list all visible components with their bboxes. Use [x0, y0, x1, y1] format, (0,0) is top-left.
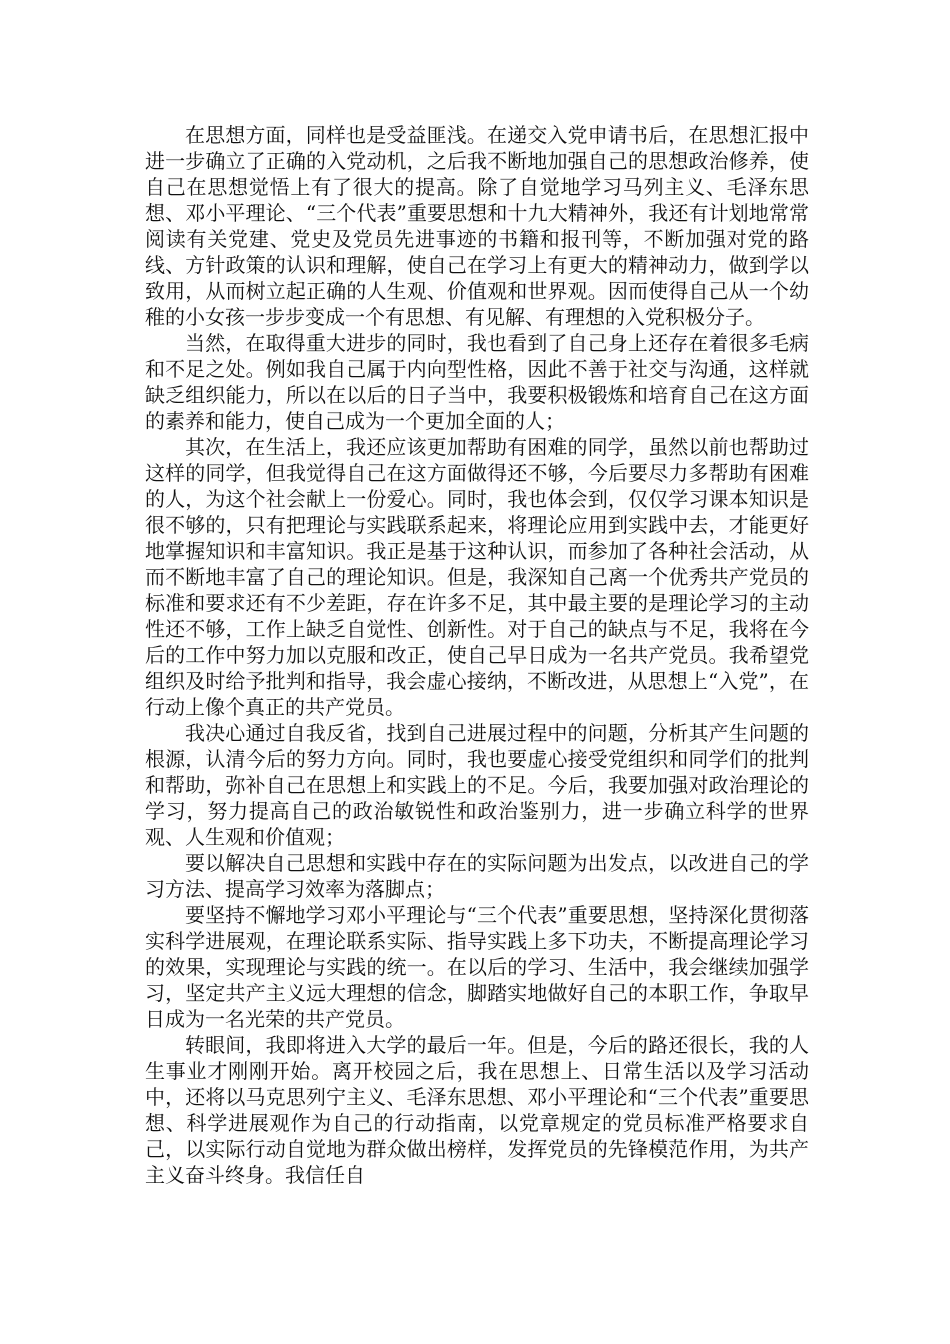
paragraph-ideology: 在思想方面，同样也是受益匪浅。在递交入党申请书后，在思想汇报中进一步确立了正确的入党动机，之后我不断地加强自己的思想政治修养，使自己在思想觉悟上有了很大的提高。除了自觉地学习马列主义、毛泽东思想、邓小平理论、“三个代表”重要思想和十九大精神外，我还有计划地常常阅读有关党建、党史及党员先进事迹的书籍和报刊等，不断加强对党的路线、方针政策的认识和理解，使自己在学习上有更大的精神动力，做到学以致用，从而树立起正确的人生观、价值观和世界观。因而使得自己从一个幼稚的小女孩一步步变成一个有思想、有见解、有理想的入党积极分子。: [145, 123, 809, 329]
paragraph-self-reflection: 我决心通过自我反省，找到自己进展过程中的问题，分析其产生问题的根源，认清今后的努力方向。同时，我也要虚心接受党组织和同学们的批判和帮助，弥补自己在思想上和实践上的不足。今后，我要加强对政治理论的学习，努力提高自己的政治敏锐性和政治鉴别力，进一步确立科学的世界观、人生观和价值观；: [145, 721, 809, 849]
paragraph-final-year: 转眼间，我即将进入大学的最后一年。但是，今后的路还很长，我的人生事业才刚刚开始。离开校园之后，我在思想上、日常生活以及学习活动中，还将以马克思列宁主义、毛泽东思想、邓小平理论和“三个代表”重要思想、科学进展观作为自己的行动指南，以党章规定的党员标准严格要求自己，以实际行动自觉地为群众做出榜样，发挥党员的先锋模范作用，为共产主义奋斗终身。我信任自: [145, 1033, 809, 1187]
paragraph-shortcomings: 当然，在取得重大进步的同时，我也看到了自己身上还存在着很多毛病和不足之处。例如我自己属于内向型性格，因此不善于社交与沟通，这样就缺乏组织能力，所以在以后的日子当中，我要积极锻炼和培育自己在这方面的素养和能力，使自己成为一个更加全面的人；: [145, 331, 809, 433]
document-body: [145, 122, 809, 1188]
paragraph-theory-study: 要坚持不懈地学习邓小平理论与“三个代表”重要思想，坚持深化贯彻落实科学进展观，在理论联系实际、指导实践上多下功夫，不断提高理论学习的效果，实现理论与实践的统一。在以后的学习、生活中，我会继续加强学习，坚定共产主义远大理想的信念，脚踏实地做好自己的本职工作，争取早日成为一名光荣的共产党员。: [145, 903, 809, 1031]
paragraph-life-and-study: 其次，在生活上，我还应该更加帮助有困难的同学，虽然以前也帮助过这样的同学，但我觉得自己在这方面做得还不够，今后要尽力多帮助有困难的人，为这个社会献上一份爱心。同时，我也体会到，仅仅学习课本知识是很不够的，只有把理论与实践联系起来，将理论应用到实践中去，才能更好地掌握知识和丰富知识。我正是基于这种认识，而参加了各种社会活动，从而不断地丰富了自己的理论知识。但是，我深知自己离一个优秀共产党员的标准和要求还有不少差距，存在许多不足，其中最主要的是理论学习的主动性还不够，工作上缺乏自觉性、创新性。对于自己的缺点与不足，我将在今后的工作中努力加以克服和改正，使自己早日成为一名共产党员。我希望党组织及时给予批判和指导，我会虚心接纳，不断改进，从思想上“入党”，在行动上像个真正的共产党员。: [145, 435, 809, 719]
paragraph-practical-problems: 要以解决自己思想和实践中存在的实际问题为出发点，以改进自己的学习方法、提高学习效率为落脚点；: [145, 851, 809, 901]
